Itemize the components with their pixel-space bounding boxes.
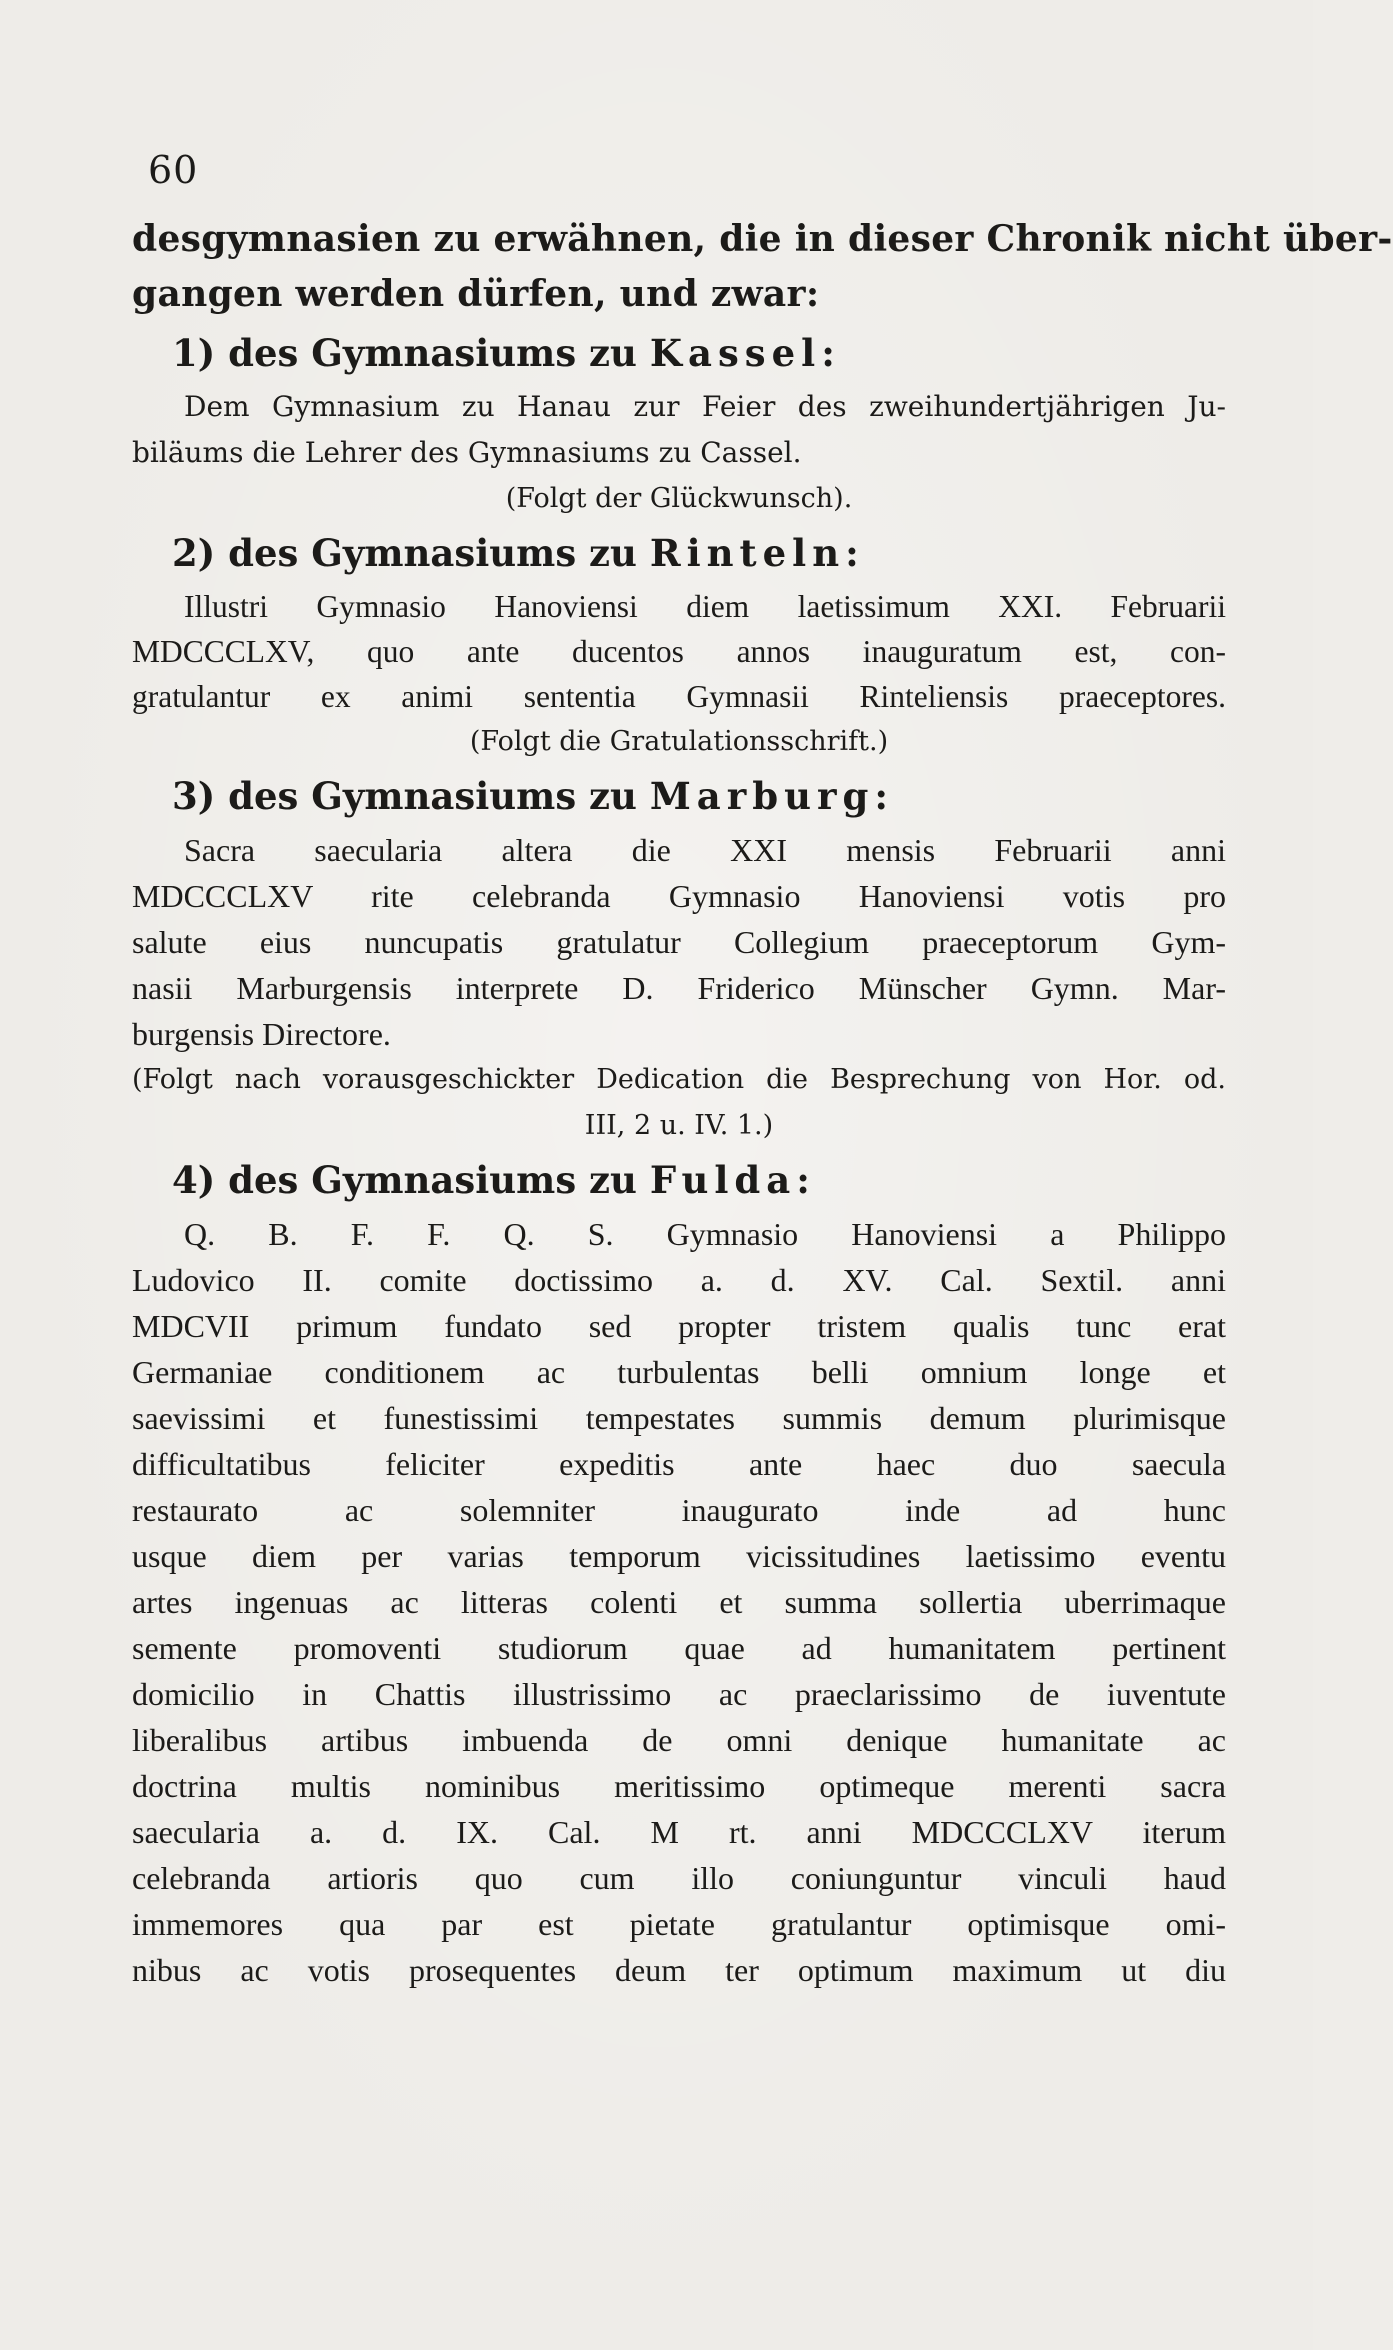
section-text-line: immemores qua par est pietate gratulantur optimisque omi- (132, 1906, 1226, 1942)
section-heading-place: Rinteln: (649, 531, 865, 575)
intro-line: gangen werden dürfen, und zwar: (132, 273, 820, 315)
section-note: (Folgt die Gratulationsschrift.) (469, 726, 889, 757)
section-heading-prefix: 3) des Gymnasiums zu (172, 774, 637, 818)
section-note: III, 2 u. IV. 1.) (584, 1110, 774, 1141)
page-number: 60 (148, 148, 199, 192)
section-text-line: celebranda artioris quo cum illo coniunguntur vinculi haud (132, 1860, 1226, 1896)
section-text-line: domicilio in Chattis illustrissimo ac praeclarissimo de iuventute (132, 1676, 1226, 1712)
section-text-line: burgensis Directore. (132, 1016, 391, 1052)
section-text-line: Dem Gymnasium zu Hanau zur Feier des zweihundertjährigen Ju- (184, 390, 1226, 423)
section-text-line: nasii Marburgensis interprete D. Friderico Münscher Gymn. Mar- (132, 970, 1226, 1006)
section-text-line: salute eius nuncupatis gratulatur Collegium praeceptorum Gym- (132, 924, 1226, 960)
section-text-line: usque diem per varias temporum vicissitudines laetissimo eventu (132, 1538, 1226, 1574)
section-heading-place: Kassel: (649, 331, 841, 375)
section-heading-marburg (132, 765, 1226, 827)
section-heading-rinteln (132, 522, 1226, 584)
section-note: (Folgt der Glückwunsch). (505, 483, 853, 514)
section-text-line: liberalibus artibus imbuenda de omni denique humanitate ac (132, 1722, 1226, 1758)
section-text-line: restaurato ac solemniter inaugurato inde ad hunc (132, 1492, 1226, 1528)
section-text-line: Illustri Gymnasio Hanoviensi diem laetissimum XXI. Februarii (184, 589, 1226, 624)
section-text-line: Sacra saecularia altera die XXI mensis Februarii anni (184, 832, 1226, 868)
section-text-line: saevissimi et funestissimi tempestates summis demum plurimisque (132, 1400, 1226, 1436)
section-heading-prefix: 4) des Gymnasiums zu (172, 1158, 637, 1202)
section-text-line: difficultatibus feliciter expeditis ante haec duo saecula (132, 1446, 1226, 1482)
section-note: (Folgt nach vorausgeschickter Dedication die Besprechung von Hor. od. (132, 1064, 1226, 1095)
section-heading-kassel (132, 322, 1226, 384)
section-text-line: doctrina multis nominibus meritissimo optimeque merenti sacra (132, 1768, 1226, 1804)
intro-line: desgymnasien zu erwähnen, die in dieser Chronik nicht über- (132, 218, 1393, 260)
section-text-line: Germaniae conditionem ac turbulentas belli omnium longe et (132, 1354, 1226, 1390)
section-text-line: artes ingenuas ac litteras colenti et summa sollertia uberrimaque (132, 1584, 1226, 1620)
section-heading-prefix: 2) des Gymnasiums zu (172, 531, 637, 575)
section-heading-place: Fulda: (649, 1158, 816, 1202)
section-text-line: semente promoventi studiorum quae ad humanitatem pertinent (132, 1630, 1226, 1666)
section-text-line: MDCCCLXV rite celebranda Gymnasio Hanoviensi votis pro (132, 878, 1226, 914)
section-text-line: gratulantur ex animi sententia Gymnasii Rinteliensis praeceptores. (132, 679, 1226, 714)
section-heading-place: Marburg: (649, 774, 895, 818)
section-text-line: Q. B. F. F. Q. S. Gymnasio Hanoviensi a Philippo (184, 1216, 1226, 1252)
section-heading-prefix: 1) des Gymnasiums zu (172, 331, 637, 375)
section-text-line: MDCCCLXV, quo ante ducentos annos inauguratum est, con- (132, 634, 1226, 669)
section-text-line: Ludovico II. comite doctissimo a. d. XV. Cal. Sextil. anni (132, 1262, 1226, 1298)
section-text-line: saecularia a. d. IX. Cal. M rt. anni MDCCCLXV iterum (132, 1814, 1226, 1850)
section-text-line: biläums die Lehrer des Gymnasiums zu Cassel. (132, 436, 802, 469)
section-text-line: MDCVII primum fundato sed propter tristem qualis tunc erat (132, 1308, 1226, 1344)
section-text-line: nibus ac votis prosequentes deum ter optimum maximum ut diu (132, 1952, 1226, 1988)
page-body (132, 212, 1393, 1993)
section-heading-fulda (132, 1149, 1226, 1211)
